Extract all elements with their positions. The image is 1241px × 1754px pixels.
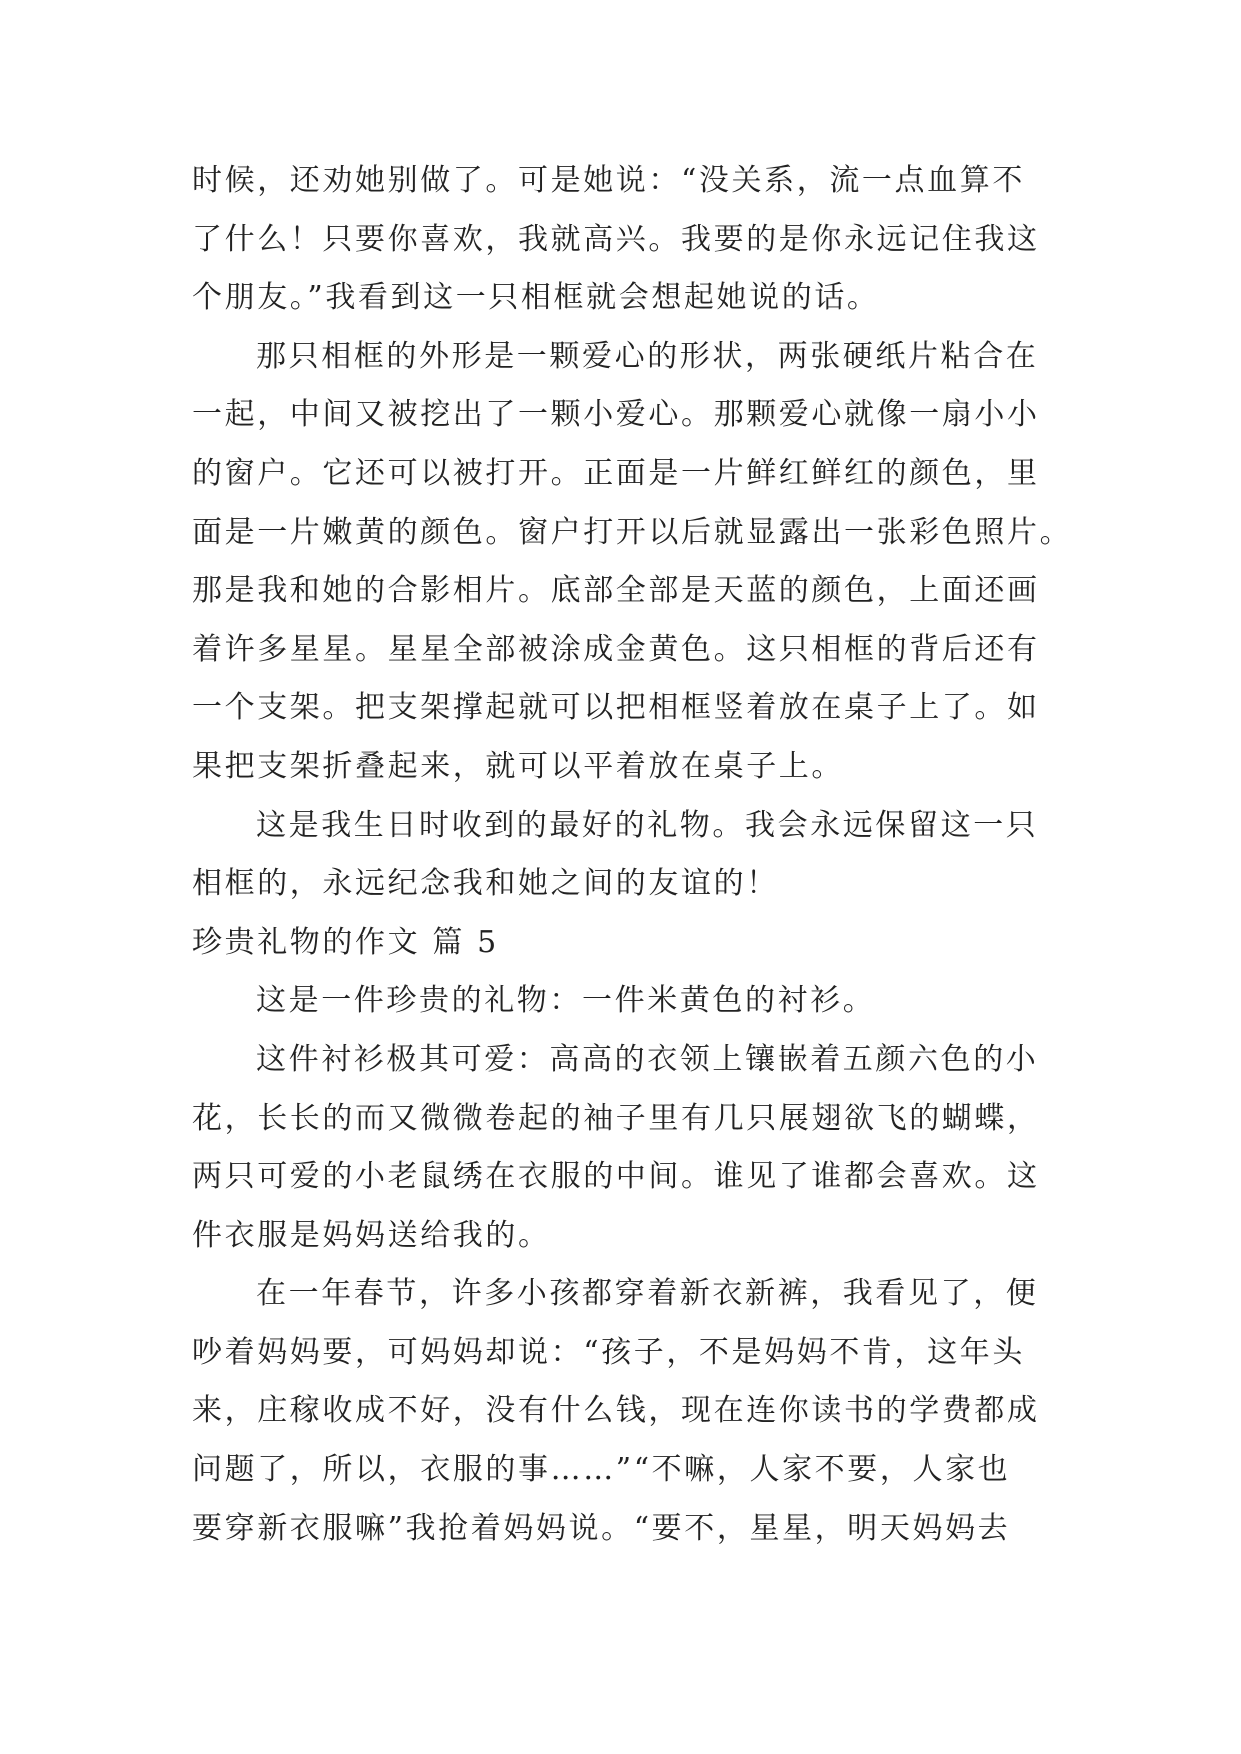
text-line: 的窗户。它还可以被打开。正面是一片鲜红鲜红的颜色，里 [192, 455, 1040, 491]
text-line: 花，长长的而又微微卷起的袖子里有几只展翅欲飞的蝴蝶， [192, 1100, 1040, 1136]
text-line: 那只相框的外形是一颗爱心的形状，两张硬纸片粘合在 [256, 338, 1039, 374]
text-line: 两只可爱的小老鼠绣在衣服的中间。谁见了谁都会喜欢。这 [192, 1159, 1040, 1195]
text-line: 在一年春节，许多小孩都穿着新衣新裤，我看见了，便 [256, 1276, 1039, 1312]
text-line: 要穿新衣服嘛”我抢着妈妈说。“要不，星星，明天妈妈去 [192, 1510, 1011, 1546]
text-line: 了什么！只要你喜欢，我就高兴。我要的是你永远记住我这 [192, 221, 1040, 257]
text-line: 这件衬衫极其可爱：高高的衣领上镶嵌着五颜六色的小 [256, 1041, 1039, 1077]
text-line: 件衣服是妈妈送给我的。 [192, 1217, 551, 1253]
paragraph [192, 797, 1052, 914]
text-line: 一个支架。把支架撑起就可以把相框竖着放在桌子上了。如 [192, 690, 1040, 726]
text-line: 这是一件珍贵的礼物：一件米黄色的衬衫。 [256, 983, 876, 1019]
document-body [192, 152, 1073, 1558]
text-line: 时候，还劝她别做了。可是她说：“没关系，流一点血算不 [192, 163, 1025, 198]
paragraph [192, 152, 1052, 328]
paragraph [192, 328, 1073, 797]
text-line: 这是我生日时收到的最好的礼物。我会永远保留这一只 [256, 807, 1039, 843]
paragraph [192, 1265, 1052, 1558]
paragraph [192, 972, 1052, 1031]
paragraph [192, 1031, 1052, 1265]
text-line: 相框的，永远纪念我和她之间的友谊的！ [192, 866, 779, 902]
text-line: 一起，中间又被挖出了一颗小爱心。那颗爱心就像一扇小小 [192, 397, 1040, 433]
section-heading: 珍贵礼物的作文 篇 5 [192, 924, 499, 960]
text-line: 个朋友。”我看到这一只相框就会想起她说的话。 [192, 280, 880, 316]
text-line: 那是我和她的合影相片。底部全部是天蓝的颜色，上面还画 [192, 573, 1040, 609]
text-line: 问题了，所以，衣服的事……”“不嘛，人家不要，人家也 [192, 1452, 1011, 1488]
text-line: 面是一片嫩黄的颜色。窗户打开以后就显露出一张彩色照片。 [192, 514, 1073, 550]
text-line: 果把支架折叠起来，就可以平着放在桌子上。 [192, 748, 844, 784]
text-line: 来，庄稼收成不好，没有什么钱，现在连你读书的学费都成 [192, 1393, 1040, 1429]
text-line: 着许多星星。星星全部被涂成金黄色。这只相框的背后还有 [192, 631, 1040, 667]
text-line: 吵着妈妈要，可妈妈却说：“孩子，不是妈妈不肯，这年头 [192, 1334, 1025, 1370]
